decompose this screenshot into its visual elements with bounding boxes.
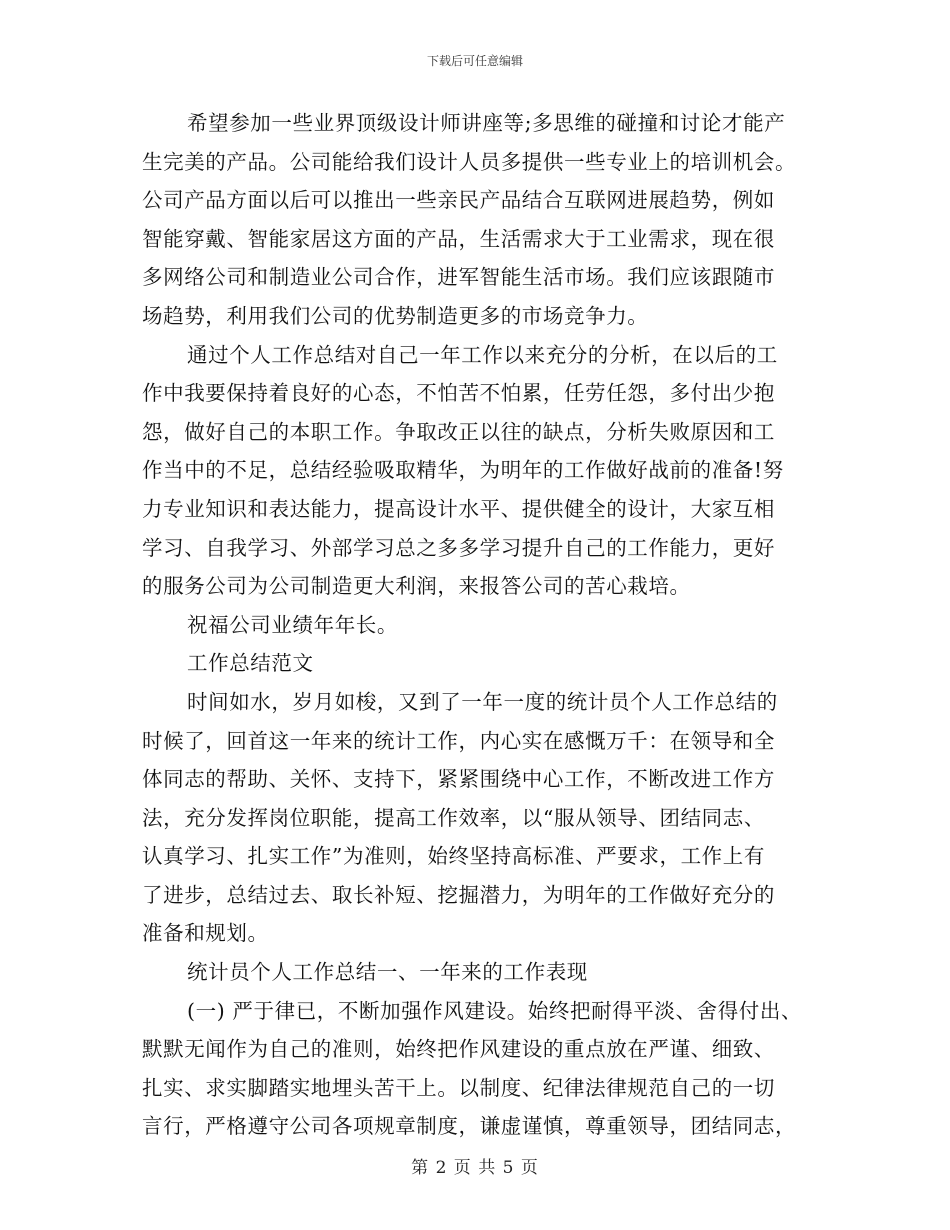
document-body <box>142 104 832 1146</box>
paragraph-5 <box>142 683 832 953</box>
text-line: 通过个人工作总结对自己一年工作以来充分的分析，在以后的工 <box>187 342 778 367</box>
text-line: 默默无闻作为自己的准则，始终把作风建设的重点放在严谨、细致、 <box>142 1037 775 1062</box>
text-line: (一) 严于律已，不断加强作风建设。始终把耐得平淡、舍得付出、 <box>187 998 803 1023</box>
text-line: 工作总结范文 <box>187 651 314 676</box>
text-line: 怨，做好自己的本职工作。争取改正以往的缺点，分析失败原因和工 <box>142 419 775 444</box>
text-line: 学习、自我学习、外部学习总之多多学习提升自己的工作能力，更好 <box>142 535 775 560</box>
text-line: 言行，严格遵守公司各项规章制度，谦虚谨慎，尊重领导，团结同志， <box>142 1114 797 1139</box>
text-line: 法，充分发挥岗位职能，提高工作效率，以“服从领导、团结同志、 <box>142 805 765 830</box>
text-line: 统计员个人工作总结一、一年来的工作表现 <box>187 960 588 985</box>
text-line: 智能穿戴、智能家居这方面的产品，生活需求大于工业需求，现在很 <box>142 226 775 251</box>
text-line: 生完美的产品。公司能给我们设计人员多提供一些专业上的培训机会。 <box>142 149 797 174</box>
text-line: 体同志的帮助、关怀、支持下，紧紧围绕中心工作，不断改进工作方 <box>142 767 775 792</box>
text-line: 的服务公司为公司制造更大利润，来报答公司的苦心栽培。 <box>142 574 691 599</box>
subsection-heading <box>142 953 832 992</box>
text-line: 作中我要保持着良好的心态，不怕苦不怕累，任劳任怨，多付出少抱 <box>142 381 775 406</box>
text-line: 时候了，回首这一年来的统计工作，内心实在感慨万千：在领导和全 <box>142 728 775 753</box>
text-line: 准备和规划。 <box>142 921 269 946</box>
text-line: 扎实、求实脚踏实地埋头苦干上。以制度、纪律法律规范自己的一切 <box>142 1075 775 1100</box>
text-line: 多网络公司和制造业公司合作，进军智能生活市场。我们应该跟随市 <box>142 265 775 290</box>
text-line: 场趋势，利用我们公司的优势制造更多的市场竞争力。 <box>142 303 649 328</box>
paragraph-1 <box>142 104 832 336</box>
page-number: 第 2 页 共 5 页 <box>411 1158 539 1178</box>
text-line: 了进步，总结过去、取长补短、挖掘潜力，为明年的工作做好充分的 <box>142 882 775 907</box>
paragraph-7 <box>142 992 832 1146</box>
section-heading <box>142 644 832 683</box>
page-header: 下载后可任意编辑 <box>426 54 523 68</box>
paragraph-3 <box>142 606 832 645</box>
text-line: 力专业知识和表达能力，提高设计水平、提供健全的设计，大家互相 <box>142 496 775 521</box>
text-line: 认真学习、扎实工作”为准则，始终坚持高标准、严要求，工作上有 <box>142 844 765 869</box>
text-line: 时间如水，岁月如梭，又到了一年一度的统计员个人工作总结的 <box>187 689 778 714</box>
text-line: 公司产品方面以后可以推出一些亲民产品结合互联网进展趋势，例如 <box>142 188 775 213</box>
text-line: 祝福公司业绩年年长。 <box>187 612 398 637</box>
text-line: 作当中的不足，总结经验吸取精华，为明年的工作做好战前的准备!努 <box>142 458 784 483</box>
text-line: 希望参加一些业界顶级设计师讲座等;多思维的碰撞和讨论才能产 <box>187 111 786 135</box>
paragraph-2 <box>142 336 832 606</box>
